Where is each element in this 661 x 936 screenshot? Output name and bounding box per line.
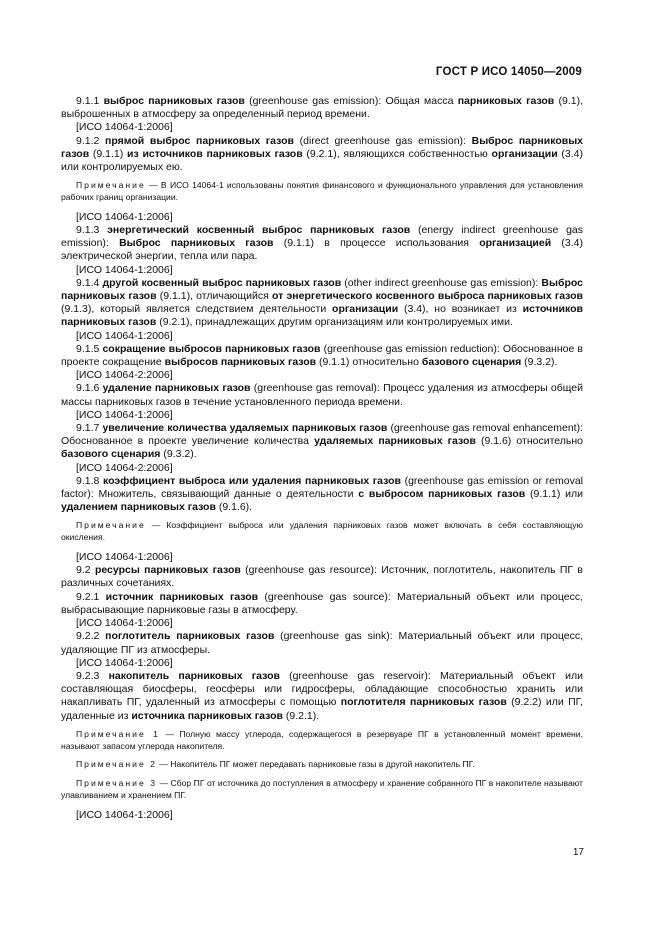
- entry-9-1-6: [61, 382, 583, 408]
- entry-9-1-3: [61, 224, 583, 264]
- definition-text: (9.1.1): [89, 147, 128, 160]
- term: энергетический косвенный выброс парниковых газов: [107, 224, 411, 237]
- page-header: ГОСТ Р ИСО 14050—2009: [435, 66, 582, 78]
- note: [61, 759, 583, 771]
- term: удаление парниковых газов: [102, 382, 251, 395]
- note-text: — Сбор ПГ от источника до поступления в атмосферу и хранение собранного ПГ в накопителе называют улавливанием и хранением ПГ.: [61, 778, 583, 800]
- term: накопитель парниковых газов: [108, 669, 280, 682]
- definition-text: (9.1.1), отличающийся: [156, 290, 273, 303]
- term-ref: из источников парниковых газов: [127, 147, 303, 160]
- entry-9-2-2: [61, 630, 583, 656]
- definition-text: (9.1), выброшенных в атмосферу за определенный период времени.: [61, 95, 583, 121]
- term: коэффициент выброса или удаления парниковых газов: [102, 474, 401, 487]
- clause-number: 9.1.2: [76, 134, 100, 147]
- definition-text: (greenhouse gas emission reduction): Обоснованное в проекте сокращение: [61, 342, 584, 369]
- term-ref: удаляемых парниковых газов: [314, 435, 476, 448]
- entry-9-2-3: [61, 670, 583, 723]
- note-text: — Полную массу углерода, содержащегося в резервуаре ПГ в установленный момент времени, называют запасом углерода накопителя.: [61, 728, 583, 751]
- clause-number: 9.1.6: [76, 382, 100, 395]
- entry-9-1-5: [61, 343, 583, 369]
- definition-text: (9.2.1).: [282, 709, 320, 722]
- note: [61, 520, 583, 544]
- term-ref: удалением парниковых газов: [61, 501, 216, 514]
- term: прямой выброс парниковых газов: [105, 134, 294, 147]
- term-ref: поглотителя парниковых газов: [340, 696, 507, 709]
- source-reference: [ИСО 14064-2:2006]: [76, 369, 173, 382]
- entry-9-2-1: [61, 591, 583, 617]
- entry-9-1-8: [61, 475, 583, 515]
- term-ref: организацией: [479, 237, 552, 250]
- term-ref: от энергетического косвенного выброса парниковых газов: [272, 290, 584, 303]
- definition-text: (direct greenhouse gas emission):: [293, 134, 472, 147]
- clause-number: 9.2.2: [76, 630, 100, 643]
- term-ref: Выброс парниковых газов: [119, 237, 274, 250]
- source-reference: [ИСО 14064-1:2006]: [76, 808, 173, 821]
- note-label: Примечание 1: [76, 728, 160, 739]
- definition-text: (9.3.2).: [521, 356, 558, 369]
- clause-number: 9.1.8: [76, 474, 100, 487]
- source-reference: [ИСО 14064-1:2006]: [76, 263, 173, 276]
- definition-text: (greenhouse gas removal): Процесс удаления из атмосферы общей массы парниковых газов в течение установленного периода времени.: [61, 382, 583, 408]
- clause-number: 9.1.3: [76, 224, 100, 237]
- note-label: Примечание: [76, 180, 146, 191]
- entry-9-1-2: [61, 135, 583, 175]
- term-ref: парниковых газов: [457, 95, 555, 107]
- clause-number: 9.2: [76, 564, 91, 577]
- note: [61, 180, 583, 204]
- term-ref: организации: [332, 303, 399, 316]
- definition-text: (greenhouse gas reservoir): Материальный объект или составляющая биосферы, геосферы или гидросферы, обладающие способностью хранить или накапливать ПГ, удаленный из атмосферы с помощью: [61, 669, 583, 709]
- definition-text: (greenhouse gas resource): Источник, поглотитель, накопитель ПГ в различных сочетаниях.: [61, 564, 584, 590]
- source-reference: [ИСО 14064-1:2006]: [76, 408, 173, 421]
- note-label: Примечание 3: [76, 778, 157, 789]
- definition-text: (9.3.2).: [160, 448, 197, 461]
- term-ref: организации: [491, 147, 558, 160]
- note: [61, 778, 583, 802]
- note-text: — Накопитель ПГ может передавать парниковые газы в другой накопитель ПГ.: [156, 759, 475, 770]
- term-ref: выбросов парниковых газов: [164, 356, 317, 369]
- definition-text: (greenhouse gas source): Материальный объект или процесс, выбрасывающие парниковые газы в атмосферу.: [61, 590, 583, 616]
- definition-text: (greenhouse gas emission): Общая масса: [244, 95, 458, 107]
- definition-text: (greenhouse gas sink): Материальный объект или процесс, удаляющие ПГ из атмосферы.: [61, 630, 583, 656]
- term: поглотитель парниковых газов: [105, 630, 275, 643]
- clause-number: 9.1.5: [76, 342, 100, 355]
- term: выброс парниковых газов: [103, 95, 245, 107]
- note: [61, 729, 583, 753]
- definition-text: (energy indirect greenhouse gas emission):: [61, 224, 584, 250]
- term-ref: базового сценария: [61, 448, 161, 461]
- definition-text: (9.1.1) или: [525, 488, 583, 501]
- note-text: — Коэффициент выброса или удаления парниковых газов может включать в себя составляющую окисления.: [61, 520, 583, 543]
- source-reference: [ИСО 14064-1:2006]: [76, 656, 173, 669]
- entry-9-2: [61, 564, 583, 590]
- source-reference: [ИСО 14064-1:2006]: [76, 210, 173, 223]
- source-reference: [ИСО 14064-1:2006]: [76, 329, 173, 342]
- clause-number: 9.1.4: [76, 276, 100, 289]
- term: источник парниковых газов: [105, 590, 259, 603]
- term-ref: источников парниковых газов: [61, 303, 583, 329]
- source-reference: [ИСО 14064-1:2006]: [76, 121, 173, 134]
- definition-text: (3.4) электрической энергии, тепла или пара.: [61, 237, 583, 263]
- definition-text: (greenhouse gas emission or removal factor): Множитель, связывающий данные о деятельности: [61, 474, 583, 501]
- page-number: 17: [572, 847, 584, 858]
- term: сокращение выбросов парниковых газов: [102, 342, 321, 355]
- term: другой косвенный выброс парниковых газов: [102, 276, 342, 289]
- note-label: Примечание 2: [76, 759, 157, 770]
- entry-9-1-7: [61, 422, 583, 462]
- term-ref: с выбросом парниковых газов: [358, 488, 526, 501]
- definition-text: (9.1.6).: [215, 501, 253, 514]
- term-ref: Выброс парниковых газов: [61, 276, 583, 303]
- term-ref: источника парниковых газов: [131, 709, 283, 722]
- term-ref: Выброс парниковых газов: [61, 134, 584, 160]
- entry-9-1-4: [61, 277, 583, 330]
- clause-number: 9.1.1: [76, 95, 100, 107]
- source-reference: [ИСО 14064-1:2006]: [76, 551, 173, 564]
- source-reference: [ИСО 14064-2:2006]: [76, 461, 173, 474]
- definition-text: (3.4), но возникает из: [398, 303, 523, 316]
- term: ресурсы парниковых газов: [94, 564, 241, 577]
- definition-text: (3.4) или контролируемых ею.: [61, 147, 583, 174]
- definition-text: (9.1.1) относительно: [316, 356, 422, 369]
- page-content: [61, 95, 583, 822]
- definition-text: (9.1.6) относительно: [475, 435, 583, 448]
- definition-text: (greenhouse gas removal enhancement): Обоснованное в проекте увеличение количества: [61, 422, 584, 448]
- clause-number: 9.2.1: [76, 590, 100, 603]
- definition-text: (9.1.1) в процессе использования: [273, 237, 480, 250]
- definition-text: (9.1.3), который является следствием деятельности: [61, 303, 333, 316]
- entry-9-1-1: [61, 95, 583, 121]
- note-label: Примечание: [76, 520, 146, 531]
- term: увеличение количества удаляемых парниковых газов: [102, 422, 388, 435]
- clause-number: 9.2.3: [76, 669, 100, 682]
- definition-text: (9.2.1), являющихся собственностью: [302, 147, 492, 160]
- term-ref: базового сценария: [421, 356, 522, 369]
- clause-number: 9.1.7: [76, 422, 100, 435]
- note-text: — В ИСО 14064-1 использованы понятия финансового и функционального управления для установления рабочих границ организации.: [61, 180, 583, 203]
- source-reference: [ИСО 14064-1:2006]: [76, 617, 173, 630]
- definition-text: (9.2.1), принадлежащих другим организациям или контролируемых ими.: [156, 316, 513, 329]
- definition-text: (9.2.2) или ПГ, удаленные из: [61, 696, 583, 722]
- definition-text: (other indirect greenhouse gas emission):: [341, 276, 542, 289]
